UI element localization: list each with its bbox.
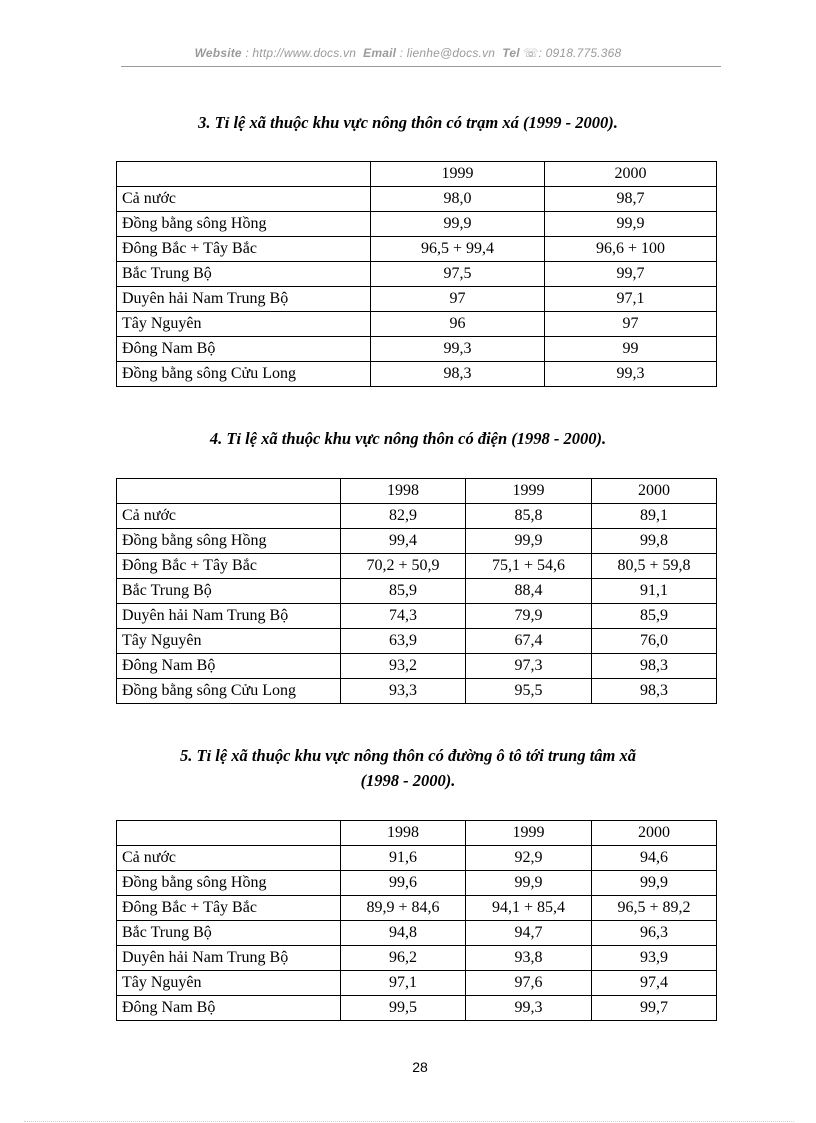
value-cell: 80,5 + 59,8 [592,554,717,579]
table4-body [117,479,717,704]
value-cell: 97 [545,312,717,337]
value-cell: 99,3 [545,362,717,387]
year-header-cell: 1998 [341,821,466,846]
year-header-cell: 1999 [466,479,592,504]
value-cell: 85,9 [341,579,466,604]
table-row [117,554,717,579]
value-cell: 94,6 [592,846,717,871]
table-row [117,896,717,921]
value-cell: 93,2 [341,654,466,679]
page-number: 28 [412,1059,428,1075]
region-cell: Đông Nam Bộ [117,996,341,1021]
table-row [117,921,717,946]
year-header-cell: 1999 [371,162,545,187]
header-row [117,821,717,846]
value-cell: 94,7 [466,921,592,946]
region-cell: Duyên hải Nam Trung Bộ [117,946,341,971]
table3-title: 3. Tỉ lệ xã thuộc khu vực nông thôn có trạm xá (1999 - 2000). [198,113,618,132]
region-cell: Đồng bằng sông Cửu Long [117,679,341,704]
header-row [117,162,717,187]
email-value[interactable]: : lienhe@docs.vn [399,46,496,60]
value-cell: 93,3 [341,679,466,704]
value-cell: 74,3 [341,604,466,629]
table-row [117,212,717,237]
region-cell: Đông Bắc + Tây Bắc [117,896,341,921]
value-cell: 75,1 + 54,6 [466,554,592,579]
value-cell: 98,3 [592,679,717,704]
table-row [117,312,717,337]
table4-title: 4. Tỉ lệ xã thuộc khu vực nông thôn có điện (1998 - 2000). [209,429,607,448]
region-cell: Đông Nam Bộ [117,337,371,362]
year-header-cell: 1998 [341,479,466,504]
value-cell: 67,4 [466,629,592,654]
region-cell: Cả nước [117,846,341,871]
table-row [117,604,717,629]
value-cell: 99,3 [371,337,545,362]
value-cell: 94,1 + 85,4 [466,896,592,921]
table-row [117,629,717,654]
year-header-cell: 1999 [466,821,592,846]
table-row [117,946,717,971]
value-cell: 99,9 [371,212,545,237]
table-row [117,846,717,871]
value-cell: 96,3 [592,921,717,946]
region-cell: Đồng bằng sông Cửu Long [117,362,371,387]
value-cell: 98,3 [371,362,545,387]
region-cell: Đông Bắc + Tây Bắc [117,554,341,579]
value-cell: 98,3 [592,654,717,679]
value-cell: 85,8 [466,504,592,529]
region-cell: Đồng bằng sông Hồng [117,529,341,554]
region-cell: Tây Nguyên [117,971,341,996]
header-cell-blank [117,162,371,187]
region-cell: Đông Nam Bộ [117,654,341,679]
value-cell: 76,0 [592,629,717,654]
table-row [117,996,717,1021]
email-label: Email [363,46,397,60]
table-row [117,504,717,529]
value-cell: 89,9 + 84,6 [341,896,466,921]
value-cell: 99,7 [592,996,717,1021]
value-cell: 99,7 [545,262,717,287]
region-cell: Duyên hải Nam Trung Bộ [117,604,341,629]
region-cell: Cả nước [117,187,371,212]
value-cell: 88,4 [466,579,592,604]
value-cell: 63,9 [341,629,466,654]
table-row [117,362,717,387]
table-row [117,287,717,312]
value-cell: 99,9 [545,212,717,237]
value-cell: 94,8 [341,921,466,946]
region-cell: Tây Nguyên [117,312,371,337]
value-cell: 97,4 [592,971,717,996]
region-cell: Đông Bắc + Tây Bắc [117,237,371,262]
year-header-cell: 2000 [592,479,717,504]
region-cell: Bắc Trung Bộ [117,921,341,946]
table-row [117,262,717,287]
region-cell: Cả nước [117,504,341,529]
header-cell-blank [117,821,341,846]
table5 [116,820,717,1021]
value-cell: 99,9 [466,871,592,896]
table5-body [117,821,717,1021]
footer-divider [24,1121,794,1122]
value-cell: 99,4 [341,529,466,554]
phone-icon: ☏ [523,46,539,60]
header-cell-blank [117,479,341,504]
table4 [116,478,717,704]
region-cell: Bắc Trung Bộ [117,262,371,287]
value-cell: 99,3 [466,996,592,1021]
table-row [117,654,717,679]
value-cell: 98,0 [371,187,545,212]
table-row [117,871,717,896]
website-value[interactable]: : http://www.docs.vn [245,46,357,60]
value-cell: 96,6 + 100 [545,237,717,262]
value-cell: 99,5 [341,996,466,1021]
value-cell: 97,5 [371,262,545,287]
value-cell: 85,9 [592,604,717,629]
value-cell: 93,9 [592,946,717,971]
table-row [117,237,717,262]
region-cell: Duyên hải Nam Trung Bộ [117,287,371,312]
value-cell: 93,8 [466,946,592,971]
value-cell: 91,6 [341,846,466,871]
table-row [117,529,717,554]
value-cell: 99,8 [592,529,717,554]
value-cell: 82,9 [341,504,466,529]
value-cell: 97 [371,287,545,312]
table3 [116,161,717,387]
value-cell: 92,9 [466,846,592,871]
value-cell: 95,5 [466,679,592,704]
value-cell: 70,2 + 50,9 [341,554,466,579]
value-cell: 96,2 [341,946,466,971]
website-label: Website [194,46,242,60]
value-cell: 96 [371,312,545,337]
value-cell: 91,1 [592,579,717,604]
header-divider [121,66,721,67]
value-cell: 97,3 [466,654,592,679]
table3-body [117,162,717,387]
region-cell: Đồng bằng sông Hồng [117,871,341,896]
value-cell: 89,1 [592,504,717,529]
table-row [117,971,717,996]
table5-title-line2: (1998 - 2000). [360,771,456,790]
value-cell: 99,9 [466,529,592,554]
table5-title-line1: 5. Tỉ lệ xã thuộc khu vực nông thôn có đường ô tô tới trung tâm xã [179,746,636,765]
value-cell: 99,6 [341,871,466,896]
value-cell: 98,7 [545,187,717,212]
page-header [0,46,816,60]
value-cell: 96,5 + 89,2 [592,896,717,921]
value-cell: 97,1 [545,287,717,312]
region-cell: Tây Nguyên [117,629,341,654]
table-row [117,187,717,212]
value-cell: 97,6 [466,971,592,996]
year-header-cell: 2000 [545,162,717,187]
table-row [117,579,717,604]
value-cell: 99,9 [592,871,717,896]
table-row [117,679,717,704]
table-row [117,337,717,362]
region-cell: Đồng bằng sông Hồng [117,212,371,237]
tel-label: Tel [502,46,520,60]
region-cell: Bắc Trung Bộ [117,579,341,604]
tel-value: : 0918.775.368 [538,46,622,60]
value-cell: 79,9 [466,604,592,629]
value-cell: 96,5 + 99,4 [371,237,545,262]
header-row [117,479,717,504]
year-header-cell: 2000 [592,821,717,846]
value-cell: 97,1 [341,971,466,996]
value-cell: 99 [545,337,717,362]
